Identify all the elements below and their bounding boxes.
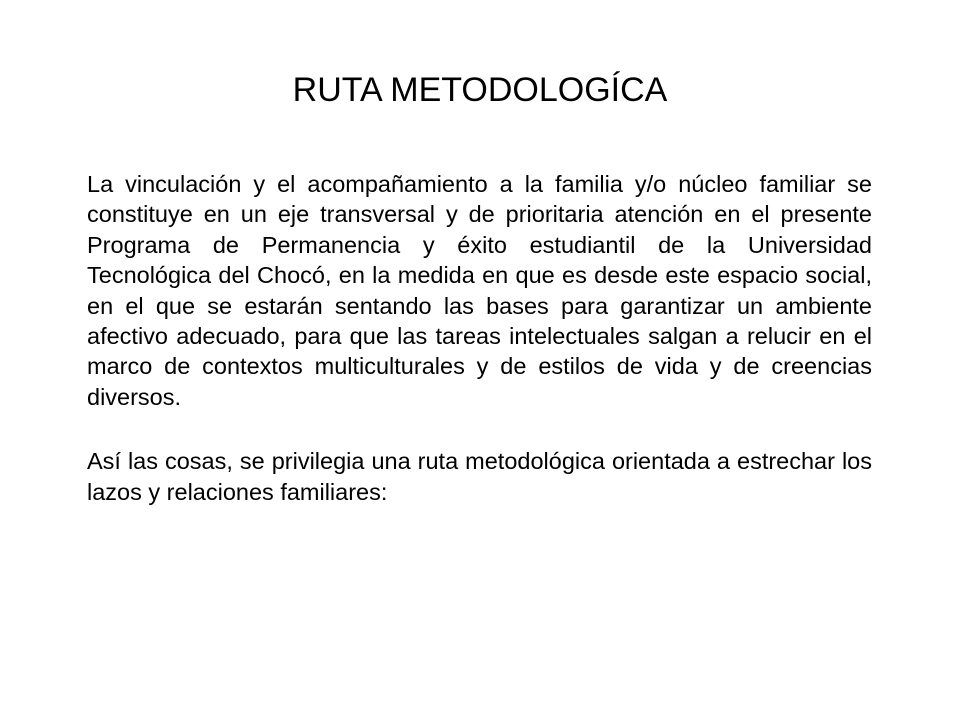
body-paragraph-2: Así las cosas, se privilegia una ruta metodológica orientada a estrechar los lazos y relaciones familiares: xyxy=(87,448,872,505)
slide-title: RUTA METODOLOGÍCA xyxy=(292,71,668,109)
body-paragraph-1: La vinculación y el acompañamiento a la familia y/o núcleo familiar se constituye en un eje transversal y de prioritaria atención en el presente Programa de Permanencia y éxito estudiantil de la Universidad Tecnológica del Chocó, en la medida en que es desde este espacio social, en el que se estarán sentando las bases para garantizar un ambiente afectivo adecuado, para que las tareas intelectuales salgan a relucir en el marco de contextos multiculturales y de estilos de vida y de creencias diversos. xyxy=(87,171,872,410)
slide-body xyxy=(87,169,872,507)
